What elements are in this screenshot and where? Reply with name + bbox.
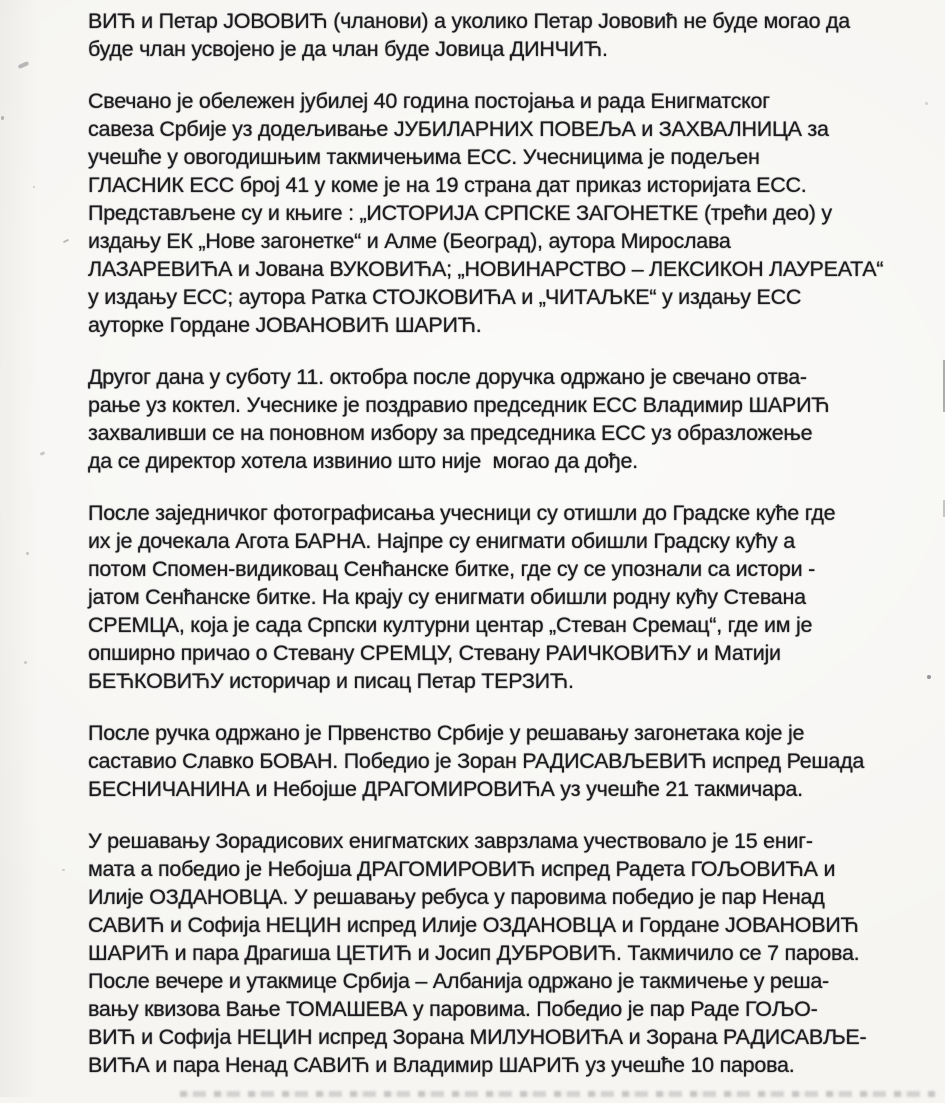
text-line: После заједничког фотографисања учесници су отишли до Градске куће где bbox=[88, 501, 836, 525]
text-line: Илије ОЗДАНОВЦА. У решавању ребуса у паровима победио је пар Ненад bbox=[88, 885, 825, 909]
scan-speck bbox=[927, 675, 931, 679]
scan-speck bbox=[925, 102, 928, 105]
scan-speck bbox=[63, 239, 69, 243]
text-line: да се директор хотела извинио што није могао да дође. bbox=[88, 449, 638, 473]
text-line: После ручка одржано је Првенство Србије у решавању загонетака које је bbox=[88, 721, 805, 745]
text-line: вању квизова Вање ТОМАШЕВА у паровима. Победио је пар Раде ГОЉО- bbox=[88, 997, 818, 1021]
text-line: учешће у овогодишњим такмичењима ЕСС. Учесницима је подељен bbox=[88, 145, 760, 169]
text-line: јатом Сенћанске битке. На крају су енигмати обишли родну кућу Стевана bbox=[88, 585, 806, 609]
paragraph bbox=[88, 363, 888, 475]
text-line: СРЕМЦА, која је сада Српски културни центар „Стеван Сремац“, где им је bbox=[88, 613, 813, 637]
text-line: ШАРИЋ и пара Драгиша ЦЕТИЋ и Јосип ДУБРОВИЋ. Такмичило се 7 парова. bbox=[88, 941, 860, 965]
scan-speck bbox=[24, 661, 27, 664]
document-text bbox=[88, 7, 888, 1103]
text-line: издању ЕК „Нове загонетке“ и Алме (Београд), аутора Мирослава bbox=[88, 229, 731, 253]
paragraph bbox=[88, 7, 888, 63]
text-line: у издању ЕСС; аутора Ратка СТОЈКОВИЋА и „ЧИТАЉКЕ“ у издању ЕСС bbox=[88, 285, 802, 309]
text-line: БЕСНИЧАНИНА и Небојше ДРАГОМИРОВИЋА уз учешће 21 такмичара. bbox=[88, 777, 803, 801]
text-line: ауторке Гордане ЈОВАНОВИЋ ШАРИЋ. bbox=[88, 313, 482, 337]
paragraph bbox=[88, 827, 888, 1079]
text-line: Свечано је обележен јубилеј 40 година постојања и рада Енигматског bbox=[88, 89, 770, 113]
text-line: буде члан усвојено је да члан буде Јовица ДИНЧИЋ. bbox=[88, 37, 608, 61]
text-line: У решавању Зорадисових енигматских заврзлама учествовало је 15 ениг- bbox=[88, 829, 813, 853]
text-line: захваливши се на поновном избору за председника ЕСС уз образложење bbox=[88, 421, 813, 445]
text-line: потом Спомен-видиковац Сенћанске битке, где су се упознали са истори - bbox=[88, 557, 815, 581]
text-line: их је дочекала Агота БАРНА. Најпре су енигмати обишли Градску кућу а bbox=[88, 529, 795, 553]
text-line: После вечере и утакмице Србија – Албанија одржано је такмичење у реша- bbox=[88, 969, 829, 993]
cutoff-text-line-artifact bbox=[180, 1091, 935, 1097]
text-line: САВИЋ и Софија НЕЦИН испред Илије ОЗДАНОВЦА и Гордане ЈОВАНОВИЋ bbox=[88, 913, 859, 937]
text-line: БЕЋКОВИЋУ историчар и писац Петар ТЕРЗИЋ. bbox=[88, 669, 574, 693]
scan-speck bbox=[1, 116, 4, 120]
text-line: ГЛАСНИК ЕСС број 41 у коме је на 19 страна дат приказ историјата ЕСС. bbox=[88, 173, 807, 197]
text-line: ВИЋА и пара Ненад САВИЋ и Владимир ШАРИЋ уз учешће 10 парова. bbox=[88, 1053, 795, 1077]
scan-speck bbox=[18, 61, 30, 69]
scan-speck bbox=[26, 552, 29, 555]
text-line: Другог дана у суботу 11. октобра после доручка одржано је свечано отва- bbox=[88, 365, 807, 389]
paragraph bbox=[88, 719, 888, 803]
text-line: ЛАЗАРЕВИЋА и Јована ВУКОВИЋА; „НОВИНАРСТВО – ЛЕКСИКОН ЛАУРЕАТА“ bbox=[88, 257, 884, 281]
text-line: савеза Србије уз додељивање ЈУБИЛАРНИХ ПОВЕЉА и ЗАХВАЛНИЦА за bbox=[88, 117, 829, 141]
text-line: Представљене су и књиге : „ИСТОРИЈА СРПСКЕ ЗАГОНЕТКЕ (трећи део) у bbox=[88, 201, 832, 225]
text-line: саставио Славко БОВАН. Победио је Зоран РАДИСАВЉЕВИЋ испред Решада bbox=[88, 749, 865, 773]
text-line: мата а победио је Небојша ДРАГОМИРОВИЋ испред Радета ГОЉОВИЋА и bbox=[88, 857, 836, 881]
scan-speck bbox=[33, 186, 35, 188]
text-line: ВИЋ и Петар ЈОВОВИЋ (чланови) а уколико Петар Јововић не буде могао да bbox=[88, 9, 851, 33]
scan-speck bbox=[62, 869, 65, 871]
text-line: рање уз коктел. Учеснике је поздравио председник ЕСС Владимир ШАРИЋ bbox=[88, 393, 830, 417]
text-line: ВИЋ и Софија НЕЦИН испред Зорана МИЛУНОВИЋА и Зорана РАДИСАВЉЕ- bbox=[88, 1025, 867, 1049]
text-line: опширно причао о Стевану СРЕМЦУ, Стевану РАИЧКОВИЋУ и Матији bbox=[88, 641, 781, 665]
scan-speck bbox=[40, 451, 46, 456]
paragraph bbox=[88, 499, 888, 695]
paragraph bbox=[88, 87, 888, 339]
